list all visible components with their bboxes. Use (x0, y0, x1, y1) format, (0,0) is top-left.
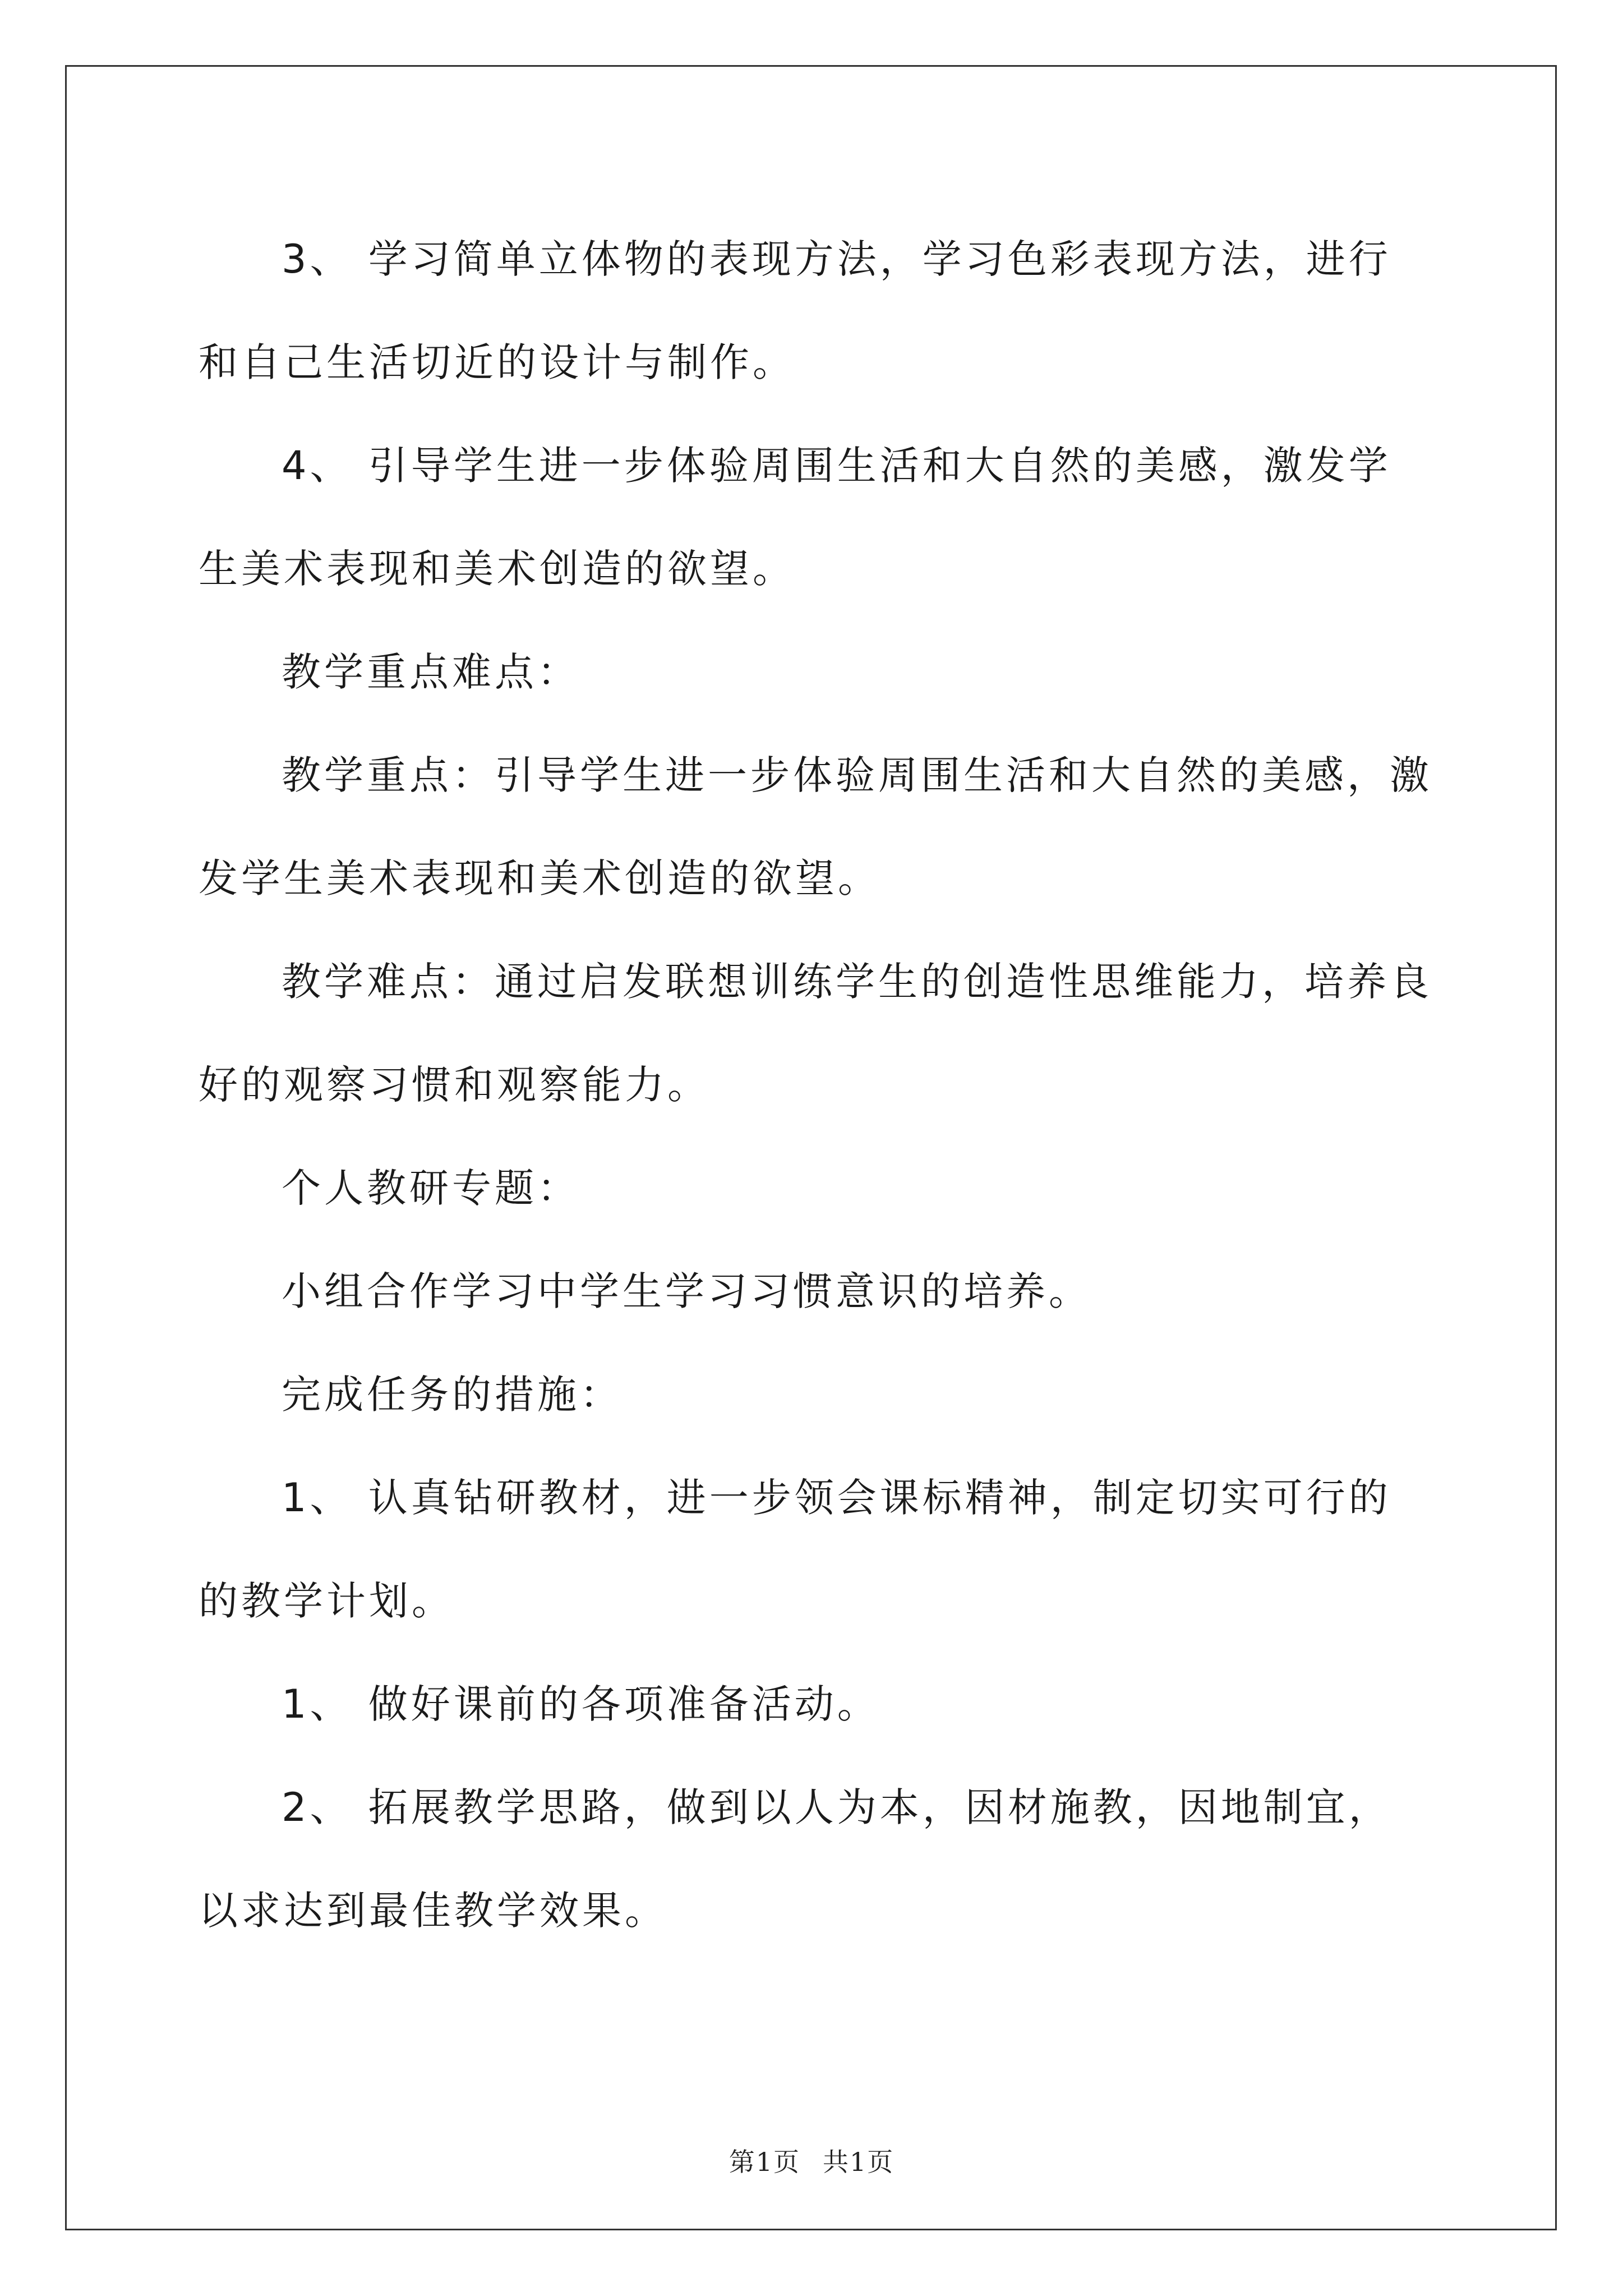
paragraph-item-4: 4、 引导学生进一步体验周围生活和大自然的美感，激发学生美术表现和美术创造的欲望。 (199, 443, 1391, 592)
page-number-current: 第1页 (728, 2147, 800, 2177)
paragraph-difficult-point: 教学难点：通过启发联想训练学生的创造性思维能力，培养良好的观察习惯和观察能力。 (199, 959, 1432, 1108)
page-number-total: 共1页 (823, 2147, 895, 2177)
paragraph-measure-1b: 1、 做好课前的各项准备活动。 (282, 1681, 880, 1727)
section-heading-measures: 完成任务的措施： (282, 1372, 623, 1418)
paragraph-measure-1: 1、 认真钻研教材，进一步领会课标精神，制定切实可行的的教学计划。 (199, 1475, 1391, 1624)
page-footer (0, 2142, 1623, 2179)
section-heading-key-points: 教学重点难点： (282, 649, 580, 695)
paragraph-item-3: 3、 学习简单立体物的表现方法，学习色彩表现方法，进行和自己生活切近的设计与制作。 (199, 236, 1391, 385)
paragraph-measure-2: 2、 拓展教学思路，做到以人为本，因材施教，因地制宜，以求达到最佳教学效果。 (199, 1784, 1391, 1934)
paragraph-key-point: 教学重点：引导学生进一步体验周围生活和大自然的美感，激发学生美术表现和美术创造的欲望。 (199, 752, 1432, 901)
document-body (199, 208, 1432, 1962)
paragraph-research-topic: 小组合作学习中学生学习习惯意识的培养。 (282, 1268, 1091, 1314)
section-heading-research-topic: 个人教研专题： (282, 1165, 580, 1211)
